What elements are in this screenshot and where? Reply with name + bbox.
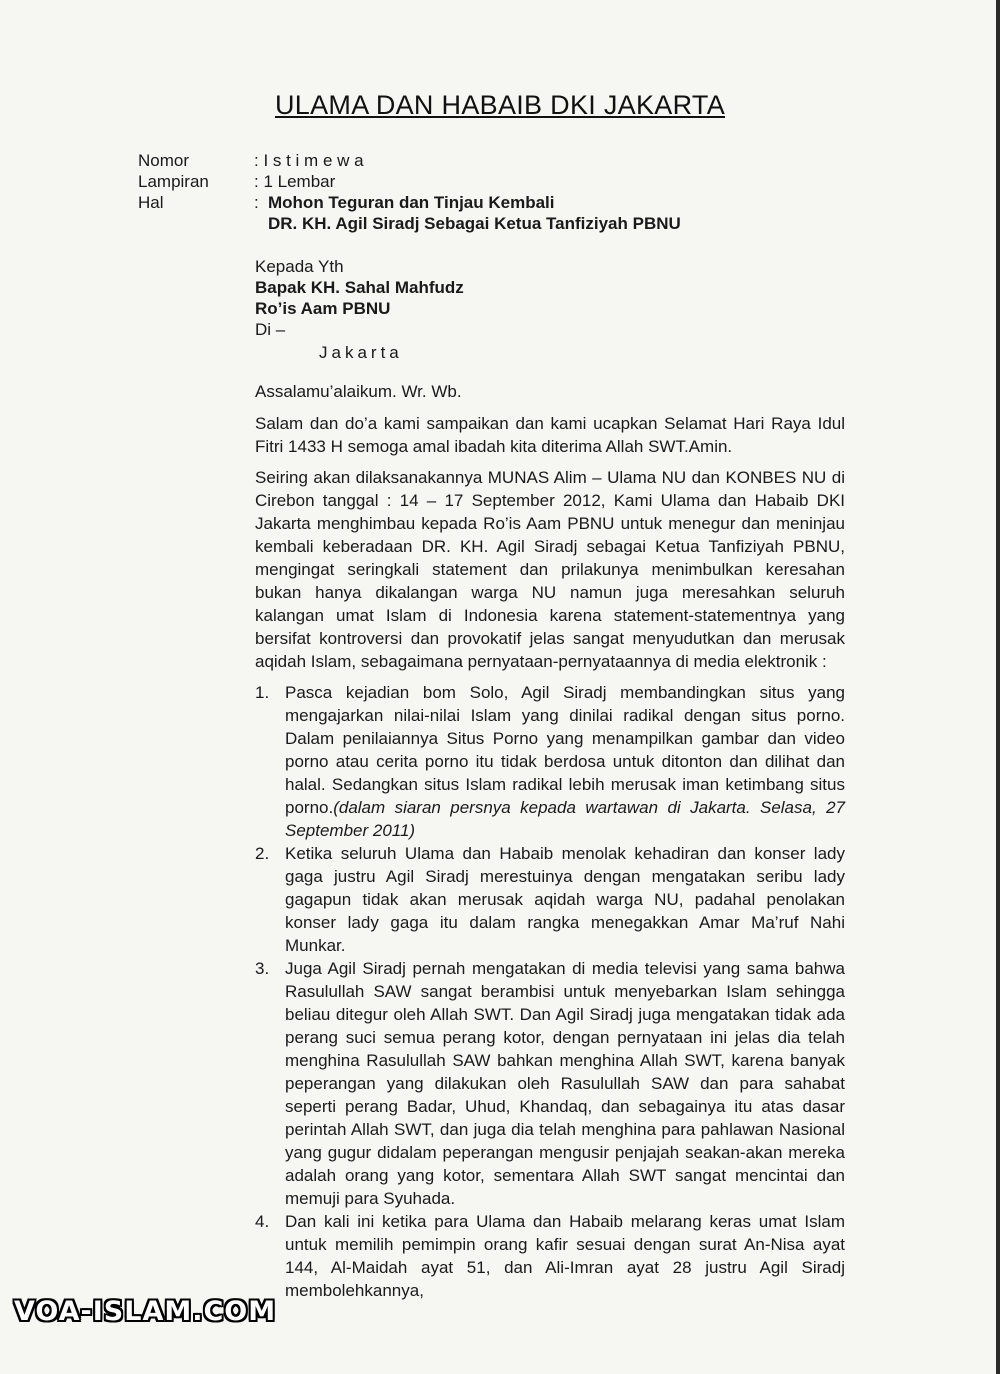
recipient-name: Bapak KH. Sahal Mahfudz [255, 278, 464, 297]
statement-list [255, 681, 845, 1302]
recipient-city: Jakarta [319, 343, 403, 362]
recipient-title: Ro’is Aam PBNU [255, 299, 391, 318]
list-item [255, 842, 845, 957]
scan-edge [996, 0, 1000, 1374]
recipient-di: Di – [255, 320, 286, 339]
meta-nomor-row [138, 150, 681, 171]
list-item-text: Ketika seluruh Ulama dan Habaib menolak kehadiran dan konser lady gaga justru Agil Siradj merestuinya dengan mengatakan seribu lady gagapun tidak akan merusak aqidah warga NU, padahal penolakan konser lady gaga itu dalam rangka menegakkan Amar Ma’ruf Nahi Munkar. [285, 844, 845, 955]
list-item-number: 3. [255, 959, 270, 978]
meta-hal-sep: : [254, 193, 259, 212]
list-item [255, 1210, 845, 1302]
list-item-number: 2. [255, 844, 270, 863]
list-item-number: 1. [255, 683, 270, 702]
meta-nomor-value: : I s t i m e w a [254, 151, 364, 170]
list-item-text: Dan kali ini ketika para Ulama dan Habaib melarang keras umat Islam untuk memilih pemimpin orang kafir sesuai dengan surat An-Nisa ayat 144, Al-Maidah ayat 51, dan Ali-Imran ayat 28 justru Agil Siradj membolehkannya, [285, 1212, 845, 1300]
list-item-text: Pasca kejadian bom Solo, Agil Siradj membandingkan situs yang mengajarkan nilai-nilai Islam yang dinilai radikal dengan situs porno. Dalam penilaiannya Situs Porno yang menampilkan gambar dan video porno atau cerita porno itu tidak berdosa untuk ditonton dan dilihat dan halal. Sedangkan situs Islam radikal lebih merusak iman ketimbang situs porno. [285, 683, 845, 817]
letter-meta [138, 150, 681, 234]
meta-hal-line1: Mohon Teguran dan Tinjau Kembali [268, 193, 555, 212]
list-item-text: Juga Agil Siradj pernah mengatakan di media televisi yang sama bahwa Rasulullah SAW sangat berambisi untuk menyebarkan Islam sehingga beliau ditegur oleh Allah SWT. Dan Agil Siradj juga mengatakan tidak ada perang suci semua perang kotor, dengan pernyataan ini jelas dia telah menghina Rasulullah SAW bahkan menghina Allah SWT, karena banyak peperangan yang dilakukan oleh Rasulullah SAW dan para sahabat seperti perang Badar, Uhud, Khandaq, dan sebagainya itu atas dasar perintah Allah SWT, dan juga dia telah menghina para pahlawan Nasional yang gugur didalam peperangan mengusir penjajah seakan-akan mereka adalah orang yang kotor, sementara Allah SWT sangat mencintai dan memuji para Syuhada. [285, 959, 845, 1208]
site-watermark: VOA-ISLAM.COM [14, 1296, 277, 1327]
paragraph-2: Seiring akan dilaksanakannya MUNAS Alim – Ulama NU dan KONBES NU di Cirebon tanggal : 14 – 17 September 2012, Kami Ulama dan Habaib DKI Jakarta menghimbau kepada Ro’is Aam PBNU untuk menegur dan meninjau kembali keberadaan DR. KH. Agil Siradj sebagai Ketua Tanfiziyah PBNU, mengingat seringkali statement dan prilakunya menimbulkan keresahan bukan hanya dikalangan warga NU namun juga meresahkan seluruh kalangan umat Islam di Indonesia karena statement-statementnya yang bersifat kontroversi dan provokatif jelas sangat menyudutkan dan merusak aqidah Islam, sebagaimana pernyataan-pernyataannya di media elektronik : [255, 468, 845, 671]
meta-hal-row2 [138, 213, 681, 234]
meta-lampiran-row [138, 171, 681, 192]
meta-lampiran-label: Lampiran [138, 172, 209, 191]
list-item-number: 4. [255, 1212, 270, 1231]
meta-hal-line2: DR. KH. Agil Siradj Sebagai Ketua Tanfiziyah PBNU [268, 214, 681, 233]
meta-lampiran-value: : 1 Lembar [254, 172, 336, 191]
meta-nomor-label: Nomor [138, 151, 190, 170]
letter-body [255, 380, 845, 1302]
letter-title: ULAMA DAN HABAIB DKI JAKARTA [274, 90, 726, 120]
meta-hal-row [138, 192, 681, 213]
recipient-line1: Kepada Yth [255, 257, 344, 276]
list-item-citation: (dalam siaran persnya kepada wartawan di Jakarta. Selasa, 27 September 2011) [285, 798, 845, 840]
greeting: Assalamu’alaikum. Wr. Wb. [255, 382, 462, 401]
recipient-block [255, 256, 464, 363]
list-item [255, 681, 845, 842]
paragraph-1: Salam dan do’a kami sampaikan dan kami ucapkan Selamat Hari Raya Idul Fitri 1433 H semoga amal ibadah kita diterima Allah SWT.Amin. [255, 414, 845, 456]
list-item [255, 957, 845, 1210]
meta-hal-label: Hal [138, 193, 164, 212]
